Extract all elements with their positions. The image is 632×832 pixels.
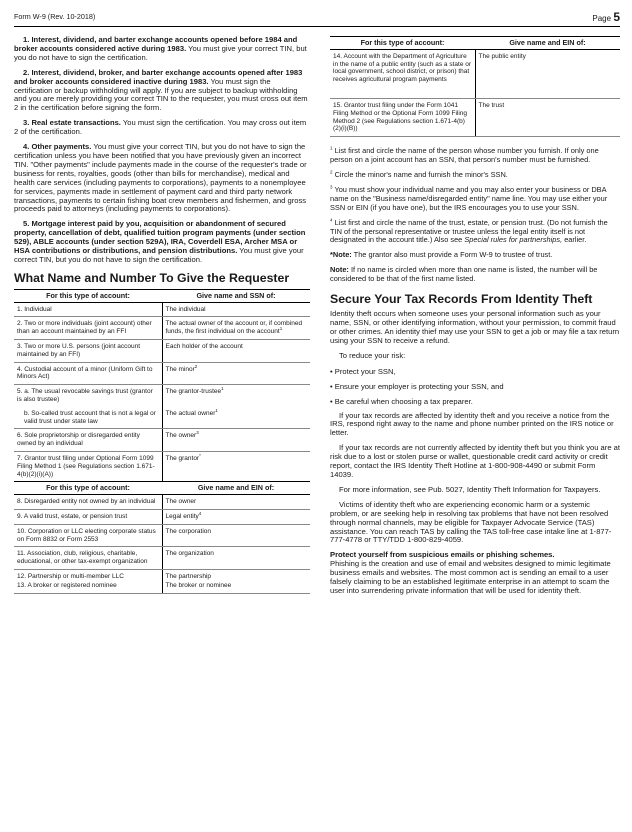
page-label: Page: [592, 14, 612, 23]
form-id: Form W-9 (Rev. 10-2018): [14, 12, 96, 21]
para-4: 4. Other payments. You must give your correct TIN, but you do not have to sign the certification unless you have been notified that you have previously given an incorrect TIN. "Other payments" include payments made in the course of the requester's trade or business for rents, royalties, goods (other than bills for merchandise), medical and health care services (including payments to corporations), payments to a nonemployee for services, payments made in settlement of payment card and third party network transactions, payments to certain fishing boat crew members and fishermen, and gross proceeds paid to attorneys (including payments to corporations).: [14, 142, 307, 214]
identity-theft-para-5: Victims of identity theft who are experiencing economic harm or a systemic problem, or are seeking help in resolving tax problems that have not been resolved through normal channels, may be eligible for Taxpayer Advocate Service (TAS) assistance. You can reach TAS by calling the TAS toll-free case intake line at 1-877-777-4778 or TTY/TDD 1-800-829-4059.: [330, 499, 612, 545]
para-1: 1. Interest, dividend, and barter exchange accounts opened before 1984 and broker accounts considered active during 1983. You must give your correct TIN, but you do not have to sign the certification.: [14, 35, 307, 62]
ein-table: [14, 481, 310, 593]
list-item: • Be careful when choosing a tax preparer.: [330, 396, 473, 406]
table-header: Give name and EIN of:: [475, 37, 620, 50]
identity-theft-intro: Identity theft occurs when someone uses your personal information such as your name, SSN, or other identifying information, without your permission, to commit fraud or other crimes. An identity thief may use your SSN to get a job or may file a tax return using your SSN to receive a refund.: [330, 309, 620, 345]
table-row: 14. Account with the Department of Agriculture in the name of a public entity (such as a state or local government, school district, or prison) that receives agricultural program payments The public entity: [330, 49, 620, 98]
table-header: Give name and SSN of:: [162, 289, 310, 302]
reduce-risk-label: To reduce your risk:: [339, 350, 406, 360]
grantor-note: *Note: The grantor also must provide a Form W-9 to trustee of trust.: [330, 250, 553, 260]
footnote-4: $^4$ List first and circle the name of the trust, estate, or pension trust. (Do not furnish the TIN of the personal representative or trustee unless the legal entity itself is not designated in the account title.) Also see Special rules for partnerships, earlier.: [330, 217, 608, 245]
table-row: 11. Association, club, religious, charitable, educational, or other tax-exempt organization The organization: [14, 547, 310, 570]
right-column: [330, 36, 620, 602]
table-row: 9. A valid trust, estate, or pension trust Legal entity$^4$: [14, 509, 310, 524]
page-header: [14, 10, 620, 27]
phishing-para: Protect yourself from suspicious emails or phishing schemes. Phishing is the creation and use of email and websites designed to mimic legitimate business emails and websites. The most common act is sending an email to a user falsely claiming to be an established legitimate enterprise in an attempt to scam the user into surrendering private information that will be used for identity theft.: [330, 550, 611, 595]
para-5: 5. Mortgage interest paid by you, acquisition or abandonment of secured property, cancellation of debt, qualified tuition program payments (under section 529), ABLE accounts (under section 529A), IRA, Coverdell ESA, Archer MSA or HSA contributions or distributions, and pension distributions. You must give your correct TIN, but you do not have to sign the certification.: [14, 219, 306, 264]
table-header: For this type of account:: [330, 37, 475, 50]
section-title-identity-theft: Secure Your Tax Records From Identity Theft: [330, 292, 593, 307]
table-row: 12. Partnership or multi-member LLC The partnership: [14, 569, 310, 580]
para-3: 3. Real estate transactions. You must sign the certification. You may cross out item 2 of the certification.: [14, 118, 307, 137]
table-row: 6. Sole proprietorship or disregarded entity owned by an individual The owner$^3$: [14, 429, 310, 452]
table-row: 8. Disregarded entity not owned by an individual The owner: [14, 495, 310, 510]
circle-note: Note: If no name is circled when more than one name is listed, the number will be considered to be that of the first name listed.: [330, 265, 598, 284]
page-number-value: 5: [613, 10, 620, 24]
footnote-3: $^3$ You must show your individual name and you may also enter your business or DBA name on the "Business name/disregarded entity" name line. You may use either your SSN or EIN (if you have one), but the IRS encourages you to use your SSN.: [330, 184, 608, 212]
table-header: For this type of account:: [14, 482, 162, 495]
identity-theft-para-2: If your tax records are affected by identity theft and you receive a notice from the IRS, respond right away to the name and phone number printed on the IRS notice or letter.: [330, 410, 614, 438]
identity-theft-para-4: For more information, see Pub. 5027, Identity Theft Information for Taxpayers.: [339, 484, 601, 494]
table-row: 13. A broker or registered nominee The broker or nominee: [14, 581, 310, 593]
footnote-1: $^1$ List first and circle the name of the person whose number you furnish. If only one person on a joint account has an SSN, that person's number must be furnished.: [330, 145, 599, 165]
table-row: 7. Grantor trust filing under Optional Form 1099 Filing Method 1 (see Regulations section 1.671-4(b)(2)(i)(A)) The grantor*: [14, 452, 310, 482]
list-item: • Protect your SSN,: [330, 366, 396, 376]
table-row: 3. Two or more U.S. persons (joint account maintained by an FFI) Each holder of the account: [14, 340, 310, 363]
table-header: Give name and EIN of:: [162, 482, 310, 495]
table-row: 2. Two or more individuals (joint account) other than an account maintained by an FFI The actual owner of the account or, if combined funds, the first individual on the account$^1$: [14, 317, 310, 340]
list-item: • Ensure your employer is protecting your SSN, and: [330, 381, 504, 391]
ssn-table: [14, 289, 310, 482]
left-column: [14, 36, 310, 594]
footnote-2: $^2$ Circle the minor's name and furnish the minor's SSN.: [330, 169, 508, 179]
para-2: 2. Interest, dividend, broker, and barter exchange accounts opened after 1983 and broker accounts considered inactive during 1983. You must sign the certification or backup withholding will apply. If you are subject to backup withholding and you are merely providing your correct TIN to the requester, you must cross out item 2 in the certification before signing the form.: [14, 67, 308, 113]
table-header: For this type of account:: [14, 289, 162, 302]
table-row: 5. a. The usual revocable savings trust (grantor is also trustee) The grantor-trustee$^1$: [14, 385, 310, 407]
identity-theft-para-3: If your tax records are not currently affected by identity theft but you think you are at risk due to a lost or stolen purse or wallet, questionable credit card activity or credit report, contact the IRS Identity Theft Hotline at 1-800-908-4490 or submit Form 14039.: [330, 443, 620, 480]
table-row: b. So-called trust account that is not a legal or valid trust under state law The actual owner$^1$: [14, 407, 310, 429]
table-row: 1. Individual The individual: [14, 302, 310, 317]
section-title-requester: What Name and Number To Give the Requester: [14, 270, 290, 285]
table-row: 4. Custodial account of a minor (Uniform Gift to Minors Act) The minor$^2$: [14, 362, 310, 385]
ein-table-continued: [330, 36, 620, 137]
table-row: 10. Corporation or LLC electing corporate status on Form 8832 or Form 2553 The corporation: [14, 524, 310, 547]
risk-list: [330, 367, 620, 406]
page-number: [592, 10, 620, 24]
table-row: 15. Grantor trust filing under the Form 1041 Filing Method or the Optional Form 1099 Filing Method 2 (see Regulations section 1.671-4(b)(2)(i)(B)) The trust: [330, 98, 620, 136]
